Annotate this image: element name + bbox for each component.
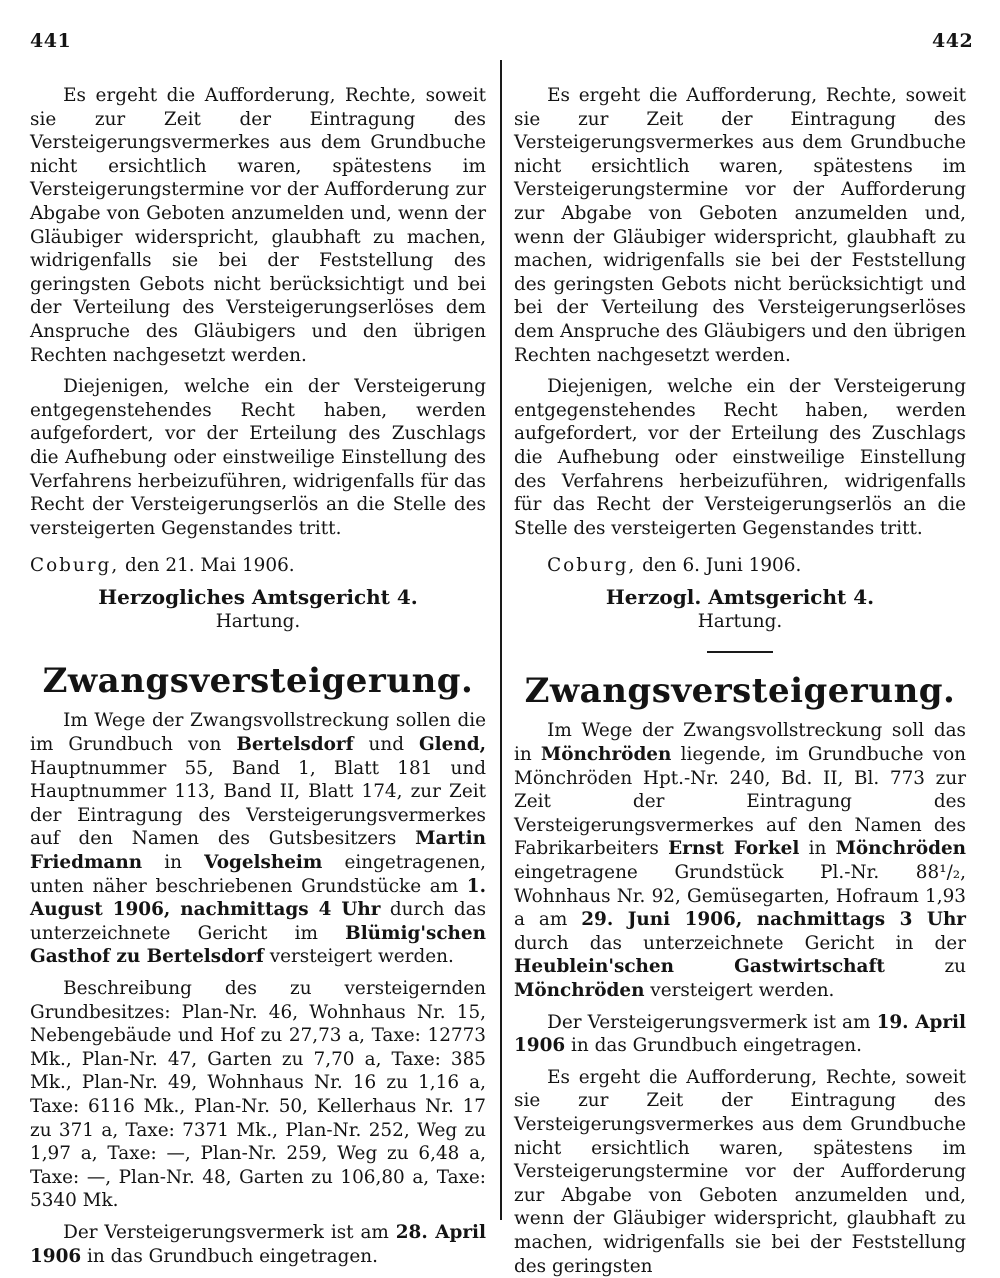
left-property-description: Beschreibung des zu versteigernden Grundbesitzes: Plan-Nr. 46, Wohnhaus Nr. 15, Nebengebäude und Hof zu 27,73 a, Taxe: 12773 Mk., Plan-Nr. 47, Garten zu 7,70 a, Taxe: 385 Mk., Plan-Nr. 49, Wohnhaus Nr. 16 zu 1,16 a, Taxe: 6116 Mk., Plan-Nr. 50, Kellerhaus Nr. 17 zu 371 a, Taxe: 7371 Mk., Plan-Nr. 252, Weg zu 1,97 a, Taxe: —, Plan-Nr. 259, Weg zu 6,48 a, Taxe: —, Plan-Nr. 48, Garten zu 106,80 a, Taxe: 5340 Mk. [30, 978, 486, 1212]
column-divider [500, 60, 502, 1220]
right-court-name: Herzogl. Amtsgericht 4. [605, 584, 875, 609]
right-judge-name: Hartung. [697, 610, 783, 632]
right-column [514, 84, 966, 1278]
page-number-right: 442 [932, 30, 974, 52]
left-auction-paragraph: Im Wege der Zwangsvollstreckung sollen die im Grundbuch von Bertelsdorf und Glend, Hauptnummer 55, Band 1, Blatt 181 und Hauptnummer 113, Band II, Blatt 174, zur Zeit der Eintragung des Versteigerungsvermerkes auf den Namen des Gutsbesitzers Martin Friedmann in Vogelsheim eingetragenen, unten näher beschriebenen Grundstücke am 1. August 1906, nachmittags 4 Uhr durch das unterzeichnete Gericht im Blümig'schen Gasthof zu Bertelsdorf versteigert werden. [30, 710, 487, 968]
left-notice-heading: Zwangsversteigerung. [42, 661, 474, 702]
right-registration-note: Der Versteigerungsvermerk ist am 19. April 1906 in das Grundbuch eingetragen. [514, 1011, 966, 1057]
left-judge-name: Hartung. [215, 610, 301, 632]
right-date-place: Coburg, [547, 555, 637, 577]
right-auction-paragraph: Im Wege der Zwangsvollstreckung soll das in Mönchröden liegende, im Grundbuche von Mönchröden Hpt.-Nr. 240, Bd. II, Bl. 773 zur Zeit der Eintragung des Versteigerungsvermerkes auf den Namen des Fabrikarbeiters Ernst Forkel in Mönchröden eingetragene Grundstück Pl.-Nr. 88¹/₂, Wohnhaus Nr. 92, Gemüsegarten, Hofraum 1,93 a am 29. Juni 1906, nachmittags 3 Uhr durch das unterzeichnete Gericht in der Heublein'schen Gastwirtschaft zu Mönchröden versteigert werden. [514, 720, 967, 1001]
right-summons-paragraph-2: Es ergeht die Aufforderung, Rechte, soweit sie zur Zeit der Eintragung des Versteigerungsvermerkes aus dem Grundbuche nicht ersichtlich waren, spätestens im Versteigerungstermine vor der Aufforderung zur Abgabe von Geboten anzumelden und, wenn der Gläubiger widerspricht, glaubhaft zu machen, widrigenfalls sie bei der Feststellung des geringsten [514, 1066, 966, 1277]
right-summons-paragraph: Es ergeht die Aufforderung, Rechte, soweit sie zur Zeit der Eintragung des Versteigerungsvermerkes aus dem Grundbuche nicht ersichtlich waren, spätestens im Versteigerungstermine vor der Aufforderung zur Abgabe von Geboten anzumelden und, wenn der Gläubiger widerspricht, glaubhaft zu machen, widrigenfalls sie bei der Feststellung des geringsten Gebots nicht berücksichtigt und bei der Verteilung des Versteigerungserlöses dem Anspruche des Gläubigers und den übrigen Rechten nachgesetzt werden. [514, 85, 966, 366]
left-summons-paragraph: Es ergeht die Aufforderung, Rechte, soweit sie zur Zeit der Eintragung des Versteigerungsvermerkes aus dem Grundbuche nicht ersichtlich waren, spätestens im Versteigerungstermine vor der Aufforderung zur Abgabe von Geboten anzumelden und, wenn der Gläubiger widerspricht, glaubhaft zu machen, widrigenfalls sie bei der Feststellung des geringsten Gebots nicht berücksichtigt und bei der Verteilung des Versteigerungserlöses dem Anspruche des Gläubigers und den übrigen Rechten nachgesetzt werden. [30, 85, 486, 366]
left-column [30, 84, 486, 1268]
left-date-place: Coburg, [30, 555, 120, 577]
right-objection-paragraph: Diejenigen, welche ein der Versteigerung entgegenstehendes Recht haben, werden aufgefordert, vor der Erteilung des Zuschlags die Aufhebung oder einstweilige Einstellung des Verfahrens herbeizuführen, widrigenfalls für das Recht der Versteigerungserlös an die Stelle des versteigerten Gegenstandes tritt. [514, 376, 966, 539]
left-date: den 21. Mai 1906. [119, 555, 295, 577]
left-dateline [30, 554, 486, 578]
right-date: den 6. Juni 1906. [636, 555, 802, 577]
right-notice-heading: Zwangsversteigerung. [524, 671, 956, 712]
left-objection-paragraph: Diejenigen, welche ein der Versteigerung entgegenstehendes Recht haben, werden aufgefordert, vor der Erteilung des Zuschlags die Aufhebung oder einstweilige Einstellung des Verfahrens herbeizuführen, widrigenfalls für das Recht der Versteigerungserlös an die Stelle des versteigerten Gegenstandes tritt. [30, 376, 486, 539]
left-registration-note: Der Versteigerungsvermerk ist am 28. April 1906 in das Grundbuch eingetragen. [30, 1221, 487, 1267]
left-court-name: Herzogliches Amtsgericht 4. [98, 584, 418, 609]
page-number-left: 441 [30, 30, 72, 52]
section-rule [707, 651, 773, 653]
right-dateline [514, 554, 966, 578]
